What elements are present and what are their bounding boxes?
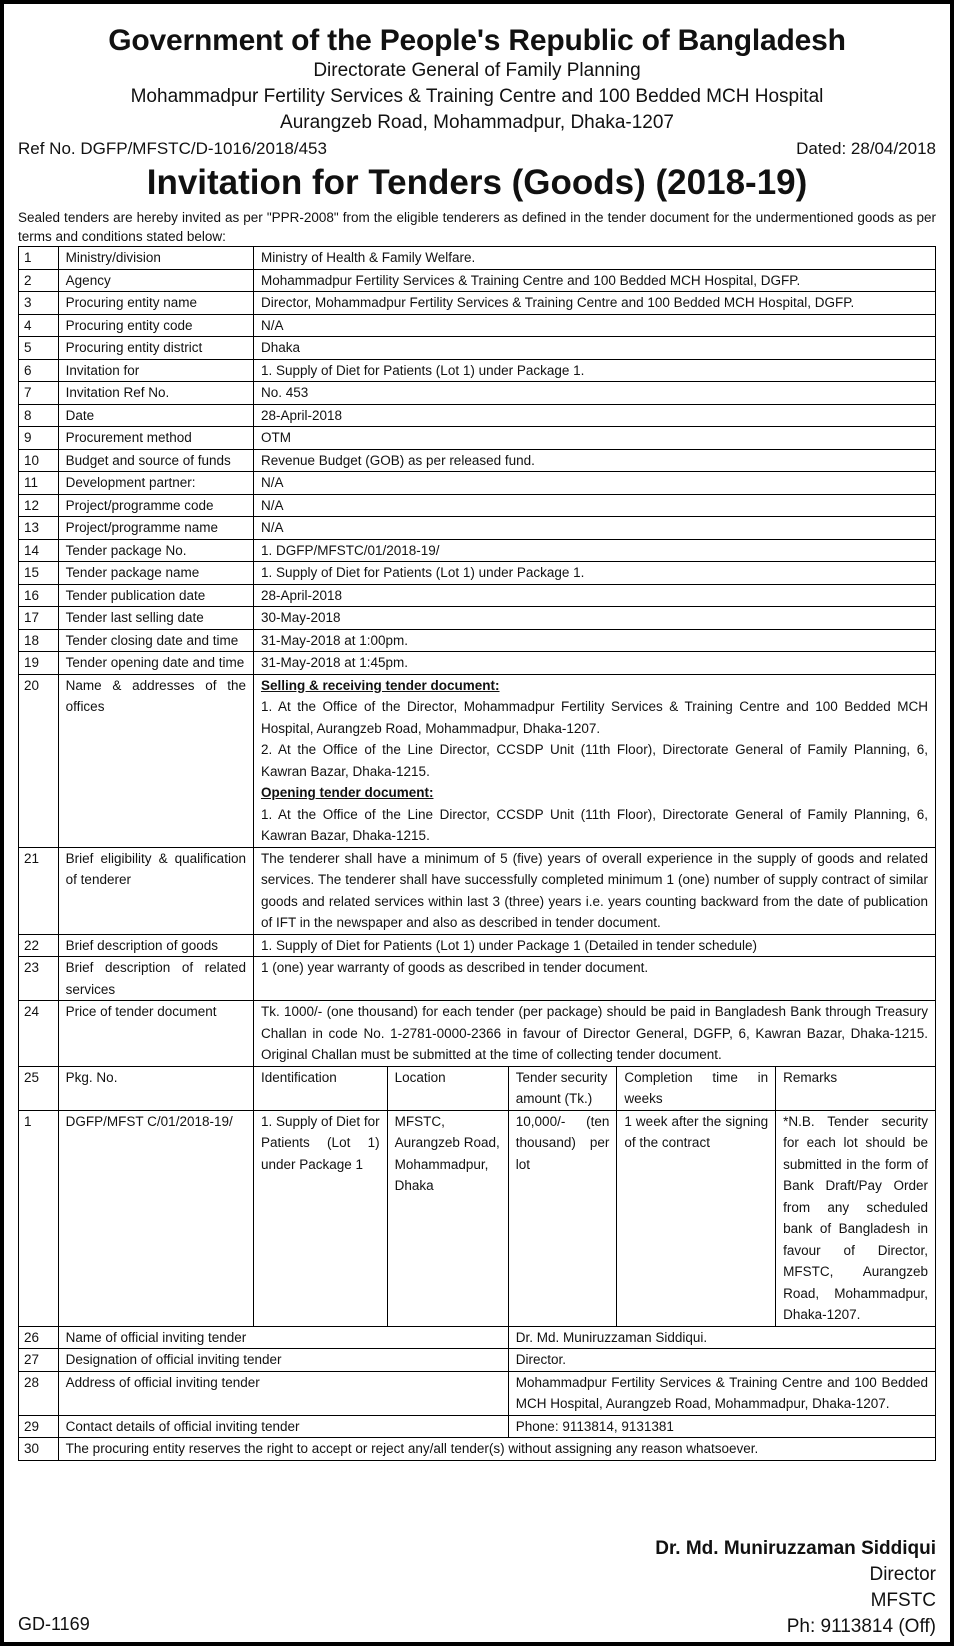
row-number: 10: [19, 449, 59, 472]
table-row: [19, 847, 936, 934]
table-row: [19, 247, 936, 270]
row-value: 31-May-2018 at 1:00pm.: [253, 629, 935, 652]
row-number: 1: [19, 247, 59, 270]
row-number: 22: [19, 934, 59, 957]
row-value: Mohammadpur Fertility Services & Training Centre and 100 Bedded MCH Hospital, DGFP.: [253, 269, 935, 292]
row-label: Designation of official inviting tender: [58, 1349, 508, 1372]
tender-info-rows: [19, 247, 936, 675]
table-row: [19, 269, 936, 292]
row-value: Dhaka: [253, 337, 935, 360]
row-number: 27: [19, 1349, 59, 1372]
row-number: 1: [19, 1110, 59, 1326]
table-row: [19, 472, 936, 495]
pkg-cell: DGFP/MFST C/01/2018-19/: [58, 1110, 253, 1326]
table-row: [19, 1371, 936, 1415]
location-header-cell: Location: [387, 1066, 508, 1110]
row-label: Price of tender document: [58, 1001, 253, 1067]
row-value: Dr. Md. Muniruzzaman Siddiqui.: [508, 1326, 935, 1349]
signatory-phone: Ph: 9113814 (Off): [786, 1616, 936, 1637]
remarks-cell: *N.B. Tender security for each lot should be submitted in the form of Bank Draft/Pay Order from any scheduled bank of Bangladesh in favour of Director, MFSTC, Aurangzeb Road, Mohammadpur, Dhaka-1207.: [776, 1110, 936, 1326]
tender-table: [18, 246, 936, 1461]
row-label: Name of official inviting tender: [58, 1326, 508, 1349]
offices-row-group: [19, 674, 936, 847]
row-label: Budget and source of funds: [58, 449, 253, 472]
row-label: Tender closing date and time: [58, 629, 253, 652]
row-number: 24: [19, 1001, 59, 1067]
row-number: 21: [19, 847, 59, 934]
table-row: [19, 584, 936, 607]
row-number: 12: [19, 494, 59, 517]
row-label: Brief description of goods: [58, 934, 253, 957]
directorate-name: Directorate General of Family Planning: [313, 60, 641, 81]
row-value: Ministry of Health & Family Welfare.: [253, 247, 935, 270]
row-label: Tender opening date and time: [58, 652, 253, 675]
security-header-cell: Tender security amount (Tk.): [508, 1066, 617, 1110]
row-label: Date: [58, 404, 253, 427]
table-row: [19, 382, 936, 405]
row-value: Phone: 9113814, 9131381: [508, 1415, 935, 1438]
row-value: Mohammadpur Fertility Services & Training Centre and 100 Bedded MCH Hospital, Aurangzeb Road, Mohammadpur, Dhaka-1207.: [508, 1371, 935, 1415]
row-value: 30-May-2018: [253, 607, 935, 630]
row-label: Ministry/division: [58, 247, 253, 270]
row-label: Procuring entity name: [58, 292, 253, 315]
row-label: Address of official inviting tender: [58, 1371, 508, 1415]
row-label: Brief eligibility & qualification of tenderer: [58, 847, 253, 934]
table-row: [19, 314, 936, 337]
security-cell: 10,000/- (ten thousand) per lot: [508, 1110, 617, 1326]
notice-date: Dated: 28/04/2018: [796, 139, 936, 158]
opening-heading: Opening tender document:: [260, 785, 434, 800]
row-value: 1 (one) year warranty of goods as described in tender document.: [253, 957, 935, 1001]
selling-heading: Selling & receiving tender document:: [260, 677, 500, 693]
row-value: 1. Supply of Diet for Patients (Lot 1) under Package 1.: [253, 359, 935, 382]
row-label: Tender publication date: [58, 584, 253, 607]
reference-number: Ref No. DGFP/MFSTC/D-1016/2018/453: [18, 139, 327, 158]
row-value: 1. Supply of Diet for Patients (Lot 1) under Package 1 (Detailed in tender schedule): [253, 934, 935, 957]
row-label: Brief description of related services: [58, 957, 253, 1001]
row-value: OTM: [253, 427, 935, 450]
disclaimer-row-group: [19, 1438, 936, 1461]
table-row: [19, 1001, 936, 1067]
row-value: Tk. 1000/- (one thousand) for each tender (per package) should be paid in Bangladesh Bank through Treasury Challan in code No. 1-2781-0000-2366 in favour of Director General, DGFP, 6, Kawran Bazar, Dhaka-1215. Original Challan must be submitted at the time of collecting tender document.: [253, 1001, 935, 1067]
package-row: [19, 1110, 936, 1326]
row-value: No. 453: [253, 382, 935, 405]
disclaimer-text: The procuring entity reserves the right to accept or reject any/all tender(s) without assigning any reason whatsoever.: [58, 1438, 935, 1461]
table-row: [19, 1349, 936, 1372]
table-row: [19, 957, 936, 1001]
table-row: [19, 652, 936, 675]
row-label: Invitation for: [58, 359, 253, 382]
row-value: 1. DGFP/MFSTC/01/2018-19/: [253, 539, 935, 562]
tender-detail-rows: [19, 847, 936, 1066]
row-value: Director.: [508, 1349, 935, 1372]
offices-value: [253, 674, 935, 847]
row-label: Tender package No.: [58, 539, 253, 562]
opening-office-1: 1. At the Office of the Line Director, CCSDP Unit (11th Floor), Directorate General of Family Planning, 6, Kawran Bazar, Dhaka-1215.: [260, 806, 928, 843]
selling-office-1: 1. At the Office of the Director, Mohammadpur Fertility Services & Training Centre and 100 Bedded MCH Hospital, Aurangzeb Road, Mohammadpur, Dhaka-1207.: [260, 699, 928, 736]
table-row: [19, 539, 936, 562]
hospital-name: Mohammadpur Fertility Services & Training Centre and 100 Bedded MCH Hospital: [130, 86, 824, 107]
row-number: 11: [19, 472, 59, 495]
row-value: 28-April-2018: [253, 584, 935, 607]
row-label: Development partner:: [58, 472, 253, 495]
remarks-header-cell: Remarks: [776, 1066, 936, 1110]
signatory-org: MFSTC: [870, 1590, 936, 1611]
table-row: [19, 1326, 936, 1349]
row-label: Project/programme code: [58, 494, 253, 517]
row-value: N/A: [253, 517, 935, 540]
row-number: 5: [19, 337, 59, 360]
row-number: 29: [19, 1415, 59, 1438]
table-row: [19, 1438, 936, 1461]
row-number: 7: [19, 382, 59, 405]
package-table-group: [19, 1066, 936, 1326]
table-row: [19, 494, 936, 517]
row-number: 14: [19, 539, 59, 562]
row-value: N/A: [253, 494, 935, 517]
government-title: Government of the People's Republic of Bangladesh: [108, 24, 846, 57]
hospital-address: Aurangzeb Road, Mohammadpur, Dhaka-1207: [280, 112, 674, 133]
table-row: [19, 934, 936, 957]
table-row: [19, 517, 936, 540]
row-label: Contact details of official inviting tender: [58, 1415, 508, 1438]
gd-code: GD-1169: [18, 1614, 90, 1634]
row-number: 6: [19, 359, 59, 382]
row-number: 25: [19, 1066, 59, 1110]
row-value: N/A: [253, 472, 935, 495]
table-row: [19, 607, 936, 630]
pkg-header-cell: Pkg. No.: [58, 1066, 253, 1110]
reference-row: [18, 138, 936, 160]
row-number: 28: [19, 1371, 59, 1415]
row-number: 26: [19, 1326, 59, 1349]
table-row: [19, 427, 936, 450]
row-number: 19: [19, 652, 59, 675]
selling-office-2: 2. At the Office of the Line Director, CCSDP Unit (11th Floor), Directorate General of Family Planning, 6, Kawran Bazar, Dhaka-1215.: [260, 742, 928, 779]
row-label: Project/programme name: [58, 517, 253, 540]
ident-header-cell: Identification: [253, 1066, 387, 1110]
signatory-title: Director: [869, 1564, 936, 1585]
row-value: 1. Supply of Diet for Patients (Lot 1) under Package 1.: [253, 562, 935, 585]
row-value: The tenderer shall have a minimum of 5 (five) years of overall experience in the supply of goods and related services. The tenderer shall have successfully completed minimum 1 (one) number of supply contract of similar goods and related services within last 3 (three) years i.e. years counting backward from the date of publication of IFT in the newspaper and also as described in tender document.: [253, 847, 935, 934]
table-row: [19, 629, 936, 652]
row-number: 16: [19, 584, 59, 607]
row-number: 8: [19, 404, 59, 427]
row-number: 3: [19, 292, 59, 315]
table-row: [19, 562, 936, 585]
row-number: 9: [19, 427, 59, 450]
row-value: N/A: [253, 314, 935, 337]
row-number: 13: [19, 517, 59, 540]
notice-title: Invitation for Tenders (Goods) (2018-19): [146, 163, 808, 202]
table-row: [19, 449, 936, 472]
row-label: Procurement method: [58, 427, 253, 450]
row-label: Agency: [58, 269, 253, 292]
row-value: Director, Mohammadpur Fertility Services & Training Centre and 100 Bedded MCH Hospital, DGFP.: [253, 292, 935, 315]
table-row: [19, 1415, 936, 1438]
table-row: [19, 337, 936, 360]
row-number: 20: [19, 674, 59, 847]
signature-block: [655, 1536, 936, 1640]
row-number: 4: [19, 314, 59, 337]
row-label: Procuring entity district: [58, 337, 253, 360]
row-number: 30: [19, 1438, 59, 1461]
row-value: 31-May-2018 at 1:45pm.: [253, 652, 935, 675]
row-label: Tender last selling date: [58, 607, 253, 630]
ident-cell: 1. Supply of Diet for Patients (Lot 1) under Package 1: [253, 1110, 387, 1326]
official-rows: [19, 1326, 936, 1438]
row-label: Invitation Ref No.: [58, 382, 253, 405]
completion-cell: 1 week after the signing of the contract: [617, 1110, 776, 1326]
row-number: 18: [19, 629, 59, 652]
row-number: 15: [19, 562, 59, 585]
table-row: [19, 359, 936, 382]
table-row: [19, 292, 936, 315]
signatory-name: Dr. Md. Muniruzzaman Siddiqui: [655, 1538, 936, 1559]
location-cell: MFSTC, Aurangzeb Road, Mohammadpur, Dhaka: [387, 1110, 508, 1326]
row-value: 28-April-2018: [253, 404, 935, 427]
row-label: Procuring entity code: [58, 314, 253, 337]
table-row: [19, 674, 936, 847]
row-number: 17: [19, 607, 59, 630]
table-row: [19, 404, 936, 427]
row-label: Tender package name: [58, 562, 253, 585]
row-number: 23: [19, 957, 59, 1001]
row-value: Revenue Budget (GOB) as per released fund.: [253, 449, 935, 472]
completion-header-cell: Completion time in weeks: [617, 1066, 776, 1110]
intro-text: Sealed tenders are hereby invited as per "PPR-2008" from the eligible tenderers as defined in the tender document for the undermentioned goods as per terms and conditions stated below:: [18, 210, 936, 244]
row-number: 2: [19, 269, 59, 292]
package-header-row: [19, 1066, 936, 1110]
row-label: Name & addresses of the offices: [58, 674, 253, 847]
